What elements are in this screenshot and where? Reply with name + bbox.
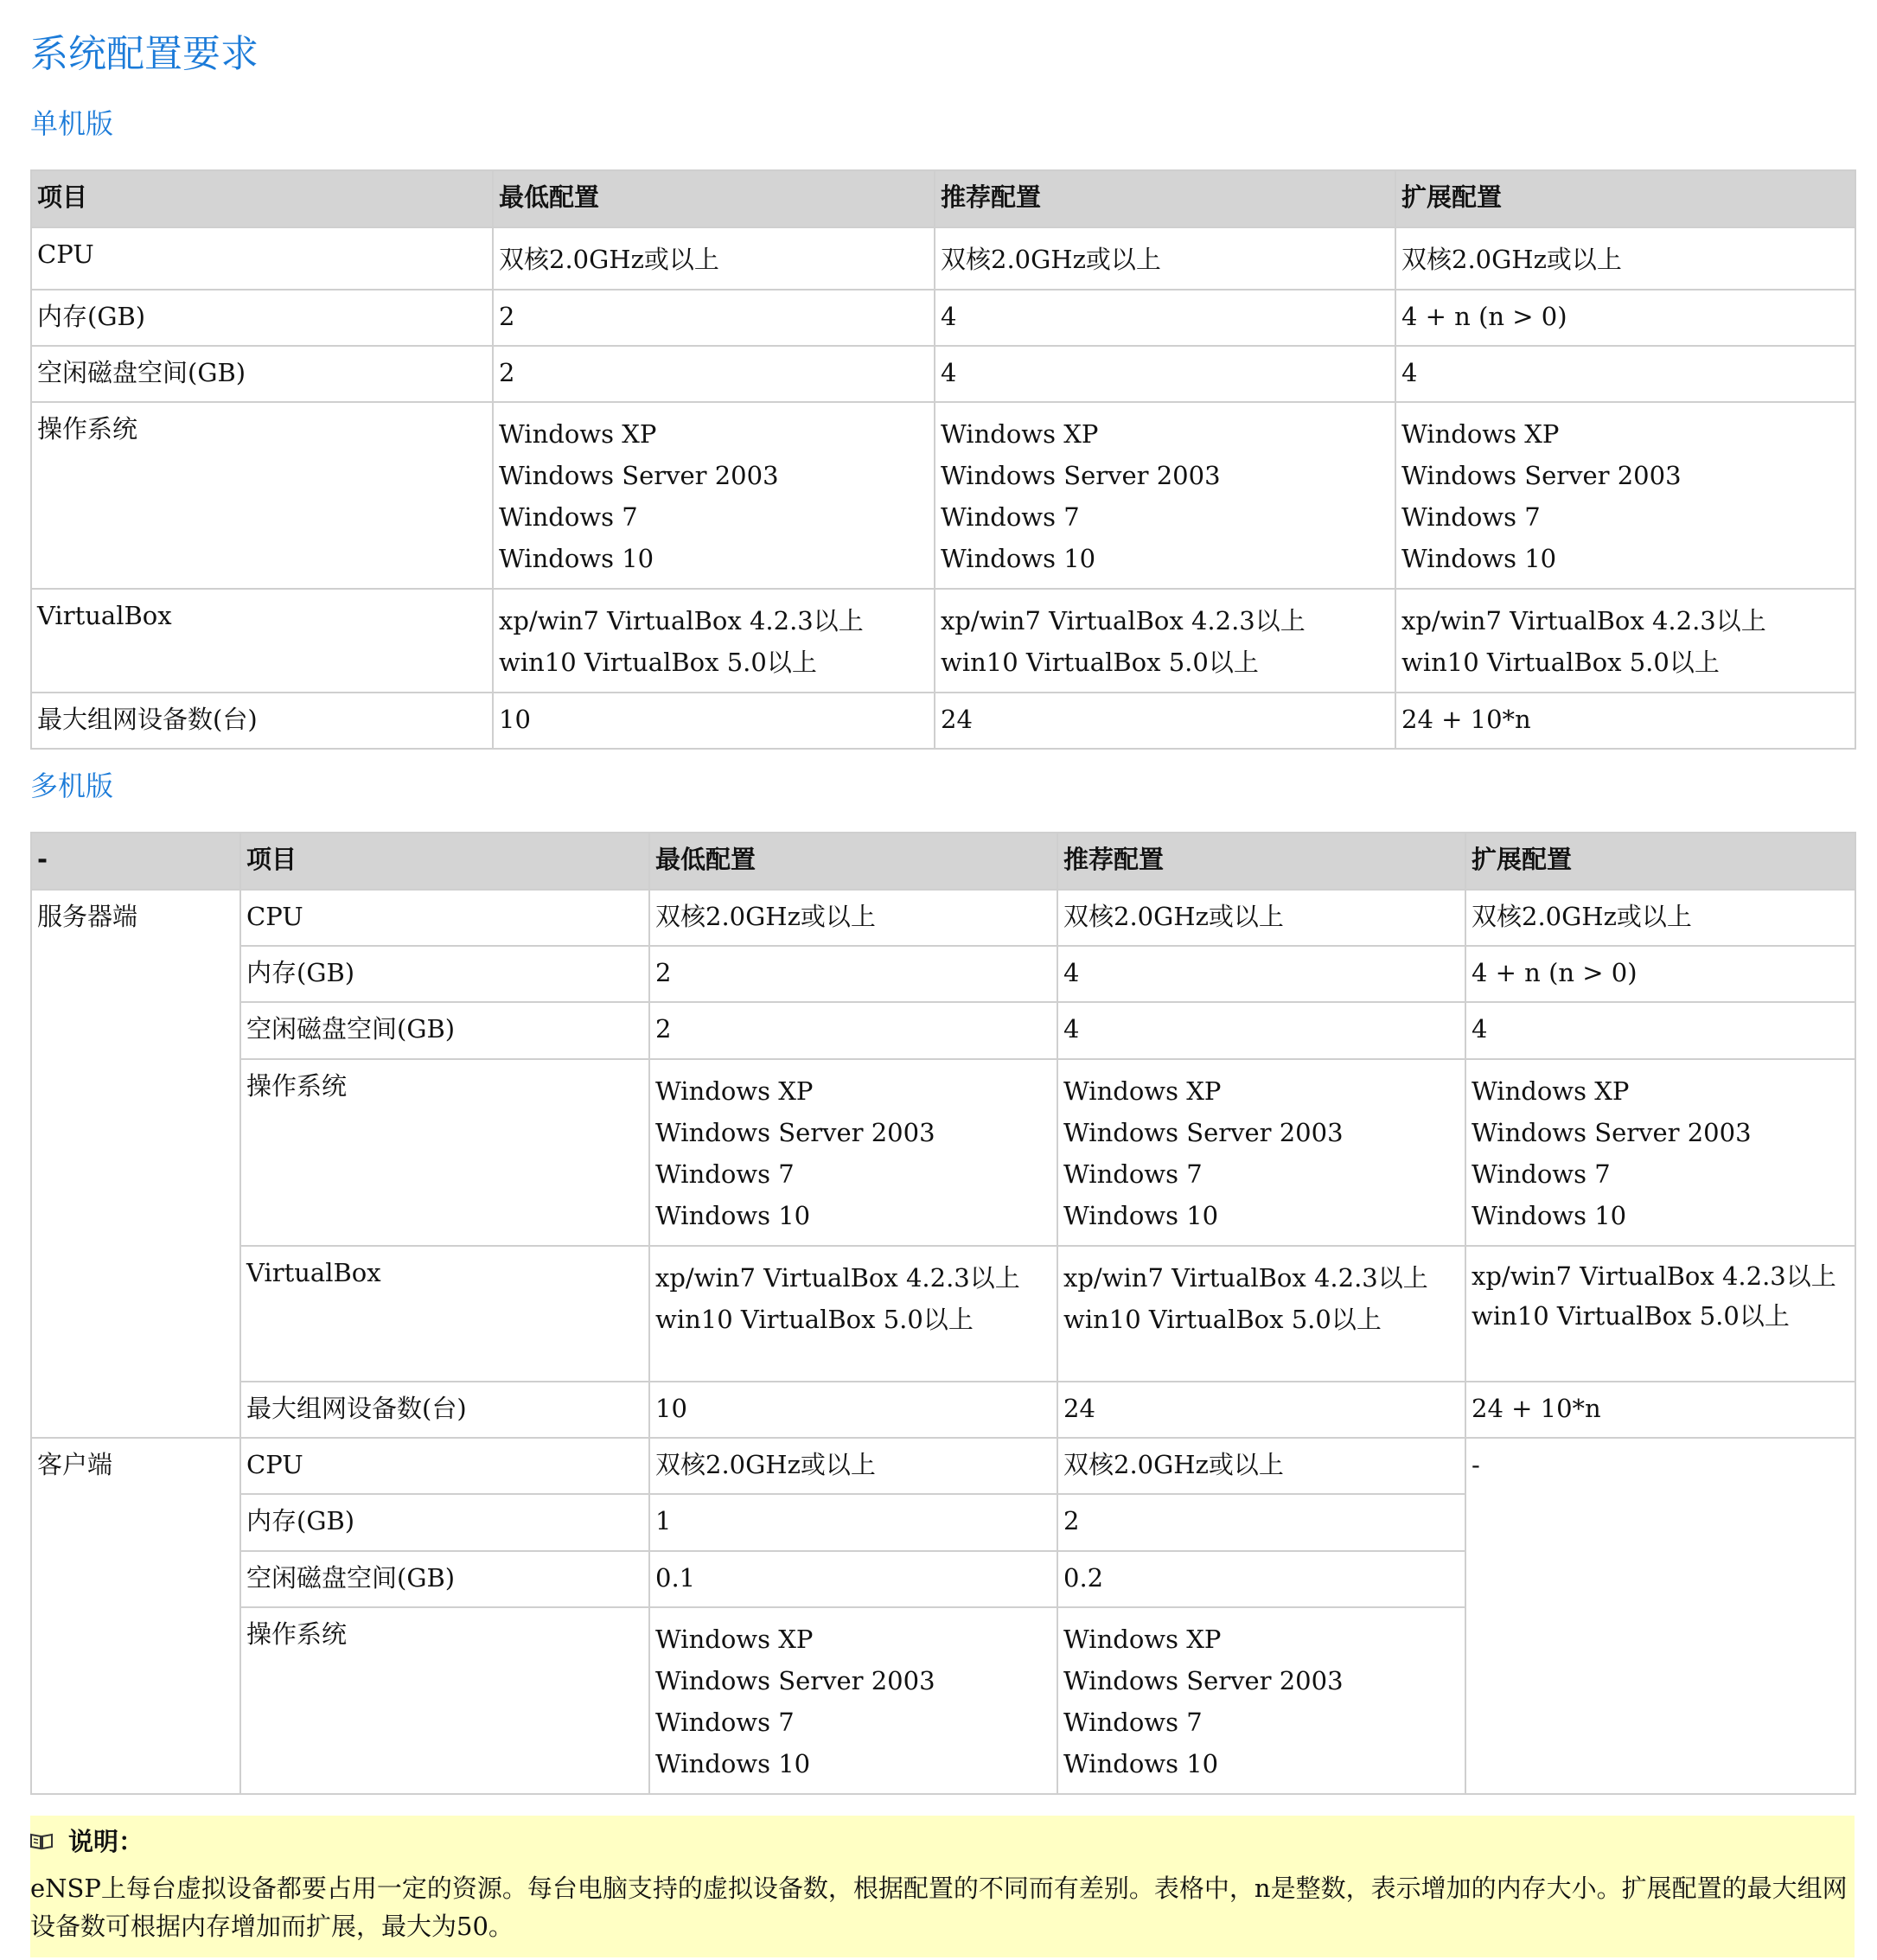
table-row (31, 402, 1855, 589)
cell-line: Windows XP (499, 419, 657, 449)
row-label: 空闲磁盘空间(GB) (31, 346, 493, 402)
row-label: VirtualBox (31, 589, 493, 693)
table-row (31, 1438, 1855, 1494)
note-header (30, 1821, 1855, 1862)
cell-min (649, 1246, 1057, 1382)
row-label: CPU (240, 890, 649, 946)
row-label: 内存(GB) (240, 946, 649, 1002)
cell-line: Windows 10 (499, 544, 654, 573)
cell-line: Windows Server 2003 (499, 461, 779, 490)
cell-line: Windows XP (655, 1625, 814, 1654)
cell-line: Windows XP (655, 1076, 814, 1106)
cell-ext: 24 + 10*n (1465, 1382, 1855, 1438)
row-label: VirtualBox (240, 1246, 649, 1382)
note-heading: 说明： (68, 1827, 144, 1856)
cell-ext: 4 (1395, 346, 1855, 402)
cell-ext: 4 (1465, 1002, 1855, 1059)
cell-line: Windows 10 (1472, 1201, 1627, 1230)
cell-rec: 24 (1057, 1382, 1465, 1438)
row-label: 最大组网设备数(台) (240, 1382, 649, 1438)
cell-min: 2 (493, 290, 935, 346)
cell-line: Windows 10 (655, 1749, 811, 1778)
cell-rec (935, 227, 1395, 290)
cell-line: Windows XP (1063, 1625, 1222, 1654)
cell-ext (1395, 227, 1855, 290)
cell-min (649, 1607, 1057, 1794)
cell-ext (1465, 1059, 1855, 1246)
row-label: 内存(GB) (240, 1494, 649, 1551)
section-heading-multi: 多机版 (30, 769, 114, 802)
cell-line: win10 VirtualBox 5.0以上 (655, 1305, 974, 1334)
cell-rec: 2 (1057, 1494, 1465, 1551)
cell-line: Windows 7 (1063, 1708, 1203, 1737)
cell-min: 双核2.0GHz或以上 (649, 1438, 1057, 1494)
table-row (31, 1059, 1855, 1246)
multi-spec-table (30, 832, 1856, 1795)
column-header: 推荐配置 (935, 170, 1395, 227)
cell-rec: 0.2 (1057, 1551, 1465, 1607)
group-label-client: 客户端 (31, 1438, 240, 1794)
cell-line: xp/win7 VirtualBox 4.2.3以上 (941, 606, 1306, 635)
row-label: 空闲磁盘空间(GB) (240, 1002, 649, 1059)
cell-line: Windows XP (1063, 1076, 1222, 1106)
row-label: 内存(GB) (31, 290, 493, 346)
cell-line: Windows 10 (1063, 1749, 1219, 1778)
cell-line: Windows 7 (655, 1708, 795, 1737)
table-row (31, 589, 1855, 693)
column-header: 扩展配置 (1465, 833, 1855, 890)
row-label: CPU (240, 1438, 649, 1494)
cell-line: Windows Server 2003 (1063, 1666, 1344, 1695)
row-label: 操作系统 (240, 1607, 649, 1794)
cell-line: Windows 10 (941, 544, 1096, 573)
cell-min: 10 (493, 693, 935, 749)
cell-line: Windows XP (941, 419, 1099, 449)
column-header: 扩展配置 (1395, 170, 1855, 227)
cell-rec (935, 402, 1395, 589)
cell-rec: 双核2.0GHz或以上 (1057, 1438, 1465, 1494)
cell-line: win10 VirtualBox 5.0以上 (1401, 648, 1720, 677)
table-row (31, 890, 1855, 946)
cell-ext (1395, 402, 1855, 589)
column-header: - (31, 833, 240, 890)
cell-min: 2 (649, 1002, 1057, 1059)
cell-rec: 24 (935, 693, 1395, 749)
cell-rec (935, 589, 1395, 693)
cell-line: Windows 10 (1063, 1201, 1219, 1230)
cell-line: Windows 7 (1472, 1159, 1611, 1189)
cell-min (493, 589, 935, 693)
cell-min: 10 (649, 1382, 1057, 1438)
cell-line: xp/win7 VirtualBox 4.2.3以上 (1472, 1261, 1836, 1291)
row-label: 最大组网设备数(台) (31, 693, 493, 749)
cell-ext: 双核2.0GHz或以上 (1465, 890, 1855, 946)
column-header: 项目 (240, 833, 649, 890)
table-row (31, 227, 1855, 290)
cell-rec (1057, 1059, 1465, 1246)
row-label: 操作系统 (240, 1059, 649, 1246)
cell-ext (1395, 589, 1855, 693)
cell-line: win10 VirtualBox 5.0以上 (1063, 1305, 1382, 1334)
cell-min (649, 1059, 1057, 1246)
row-label: 操作系统 (31, 402, 493, 589)
cell-line: Windows 10 (655, 1201, 811, 1230)
cell-line: Windows 7 (1401, 502, 1541, 532)
standalone-spec-table (30, 169, 1856, 750)
cell-line: Windows Server 2003 (941, 461, 1221, 490)
cell-line: win10 VirtualBox 5.0以上 (941, 648, 1259, 677)
note-box (30, 1816, 1855, 1957)
cell-min: 2 (649, 946, 1057, 1002)
section-heading-standalone: 单机版 (30, 107, 114, 140)
column-header: 项目 (31, 170, 493, 227)
cell-ext-placeholder: - (1465, 1438, 1855, 1794)
book-icon (30, 1833, 53, 1850)
cell-line: Windows Server 2003 (655, 1666, 935, 1695)
table-row (31, 346, 1855, 402)
cell-rec: 4 (935, 346, 1395, 402)
cell-line: Windows Server 2003 (655, 1118, 935, 1147)
cell-ext: 24 + 10*n (1395, 693, 1855, 749)
column-header: 最低配置 (493, 170, 935, 227)
cell-line: win10 VirtualBox 5.0以上 (1472, 1301, 1790, 1331)
table-header-row (31, 170, 1855, 227)
table-row (31, 1382, 1855, 1438)
note-text: eNSP上每台虚拟设备都要占用一定的资源。每台电脑支持的虚拟设备数，根据配置的不同而有差别。表格中，n是整数，表示增加的内存大小。扩展配置的最大组网设备数可根据内存增加而扩展，最大为50。 (30, 1874, 1848, 1941)
cell-ext: 4 + n (n > 0) (1395, 290, 1855, 346)
table-row (31, 1002, 1855, 1059)
table-row (31, 693, 1855, 749)
cell-line: Windows XP (1472, 1076, 1630, 1106)
cell-min (493, 227, 935, 290)
page-title: 系统配置要求 (30, 32, 259, 76)
cell-ext (1465, 1246, 1855, 1382)
cell-line: Windows 7 (655, 1159, 795, 1189)
cell-line: Windows Server 2003 (1401, 461, 1682, 490)
cell-line: Windows XP (1401, 419, 1560, 449)
column-header: 推荐配置 (1057, 833, 1465, 890)
cell-ext: 4 + n (n > 0) (1465, 946, 1855, 1002)
column-header: 最低配置 (649, 833, 1057, 890)
cell-min (493, 402, 935, 589)
group-label-server: 服务器端 (31, 890, 240, 1438)
cell-line: 双核2.0GHz或以上 (941, 245, 1161, 274)
table-row (31, 946, 1855, 1002)
cell-rec: 4 (1057, 1002, 1465, 1059)
cell-line: 双核2.0GHz或以上 (499, 245, 719, 274)
cell-line: xp/win7 VirtualBox 4.2.3以上 (1063, 1263, 1428, 1293)
cell-line: Windows 7 (499, 502, 638, 532)
cell-rec: 双核2.0GHz或以上 (1057, 890, 1465, 946)
cell-line: xp/win7 VirtualBox 4.2.3以上 (1401, 606, 1766, 635)
row-label: 空闲磁盘空间(GB) (240, 1551, 649, 1607)
cell-line: Windows 7 (941, 502, 1080, 532)
cell-line: Windows 7 (1063, 1159, 1203, 1189)
cell-min: 0.1 (649, 1551, 1057, 1607)
cell-min: 1 (649, 1494, 1057, 1551)
cell-rec: 4 (935, 290, 1395, 346)
cell-min: 双核2.0GHz或以上 (649, 890, 1057, 946)
table-header-row (31, 833, 1855, 890)
cell-line: 双核2.0GHz或以上 (1401, 245, 1622, 274)
cell-line: xp/win7 VirtualBox 4.2.3以上 (499, 606, 864, 635)
cell-line: Windows Server 2003 (1472, 1118, 1752, 1147)
cell-line: Windows 10 (1401, 544, 1557, 573)
cell-rec: 4 (1057, 946, 1465, 1002)
row-label: CPU (31, 227, 493, 290)
cell-line: xp/win7 VirtualBox 4.2.3以上 (655, 1263, 1020, 1293)
cell-rec (1057, 1246, 1465, 1382)
cell-rec (1057, 1607, 1465, 1794)
cell-min: 2 (493, 346, 935, 402)
table-row (31, 1246, 1855, 1382)
cell-line: win10 VirtualBox 5.0以上 (499, 648, 817, 677)
table-row (31, 290, 1855, 346)
cell-line: Windows Server 2003 (1063, 1118, 1344, 1147)
